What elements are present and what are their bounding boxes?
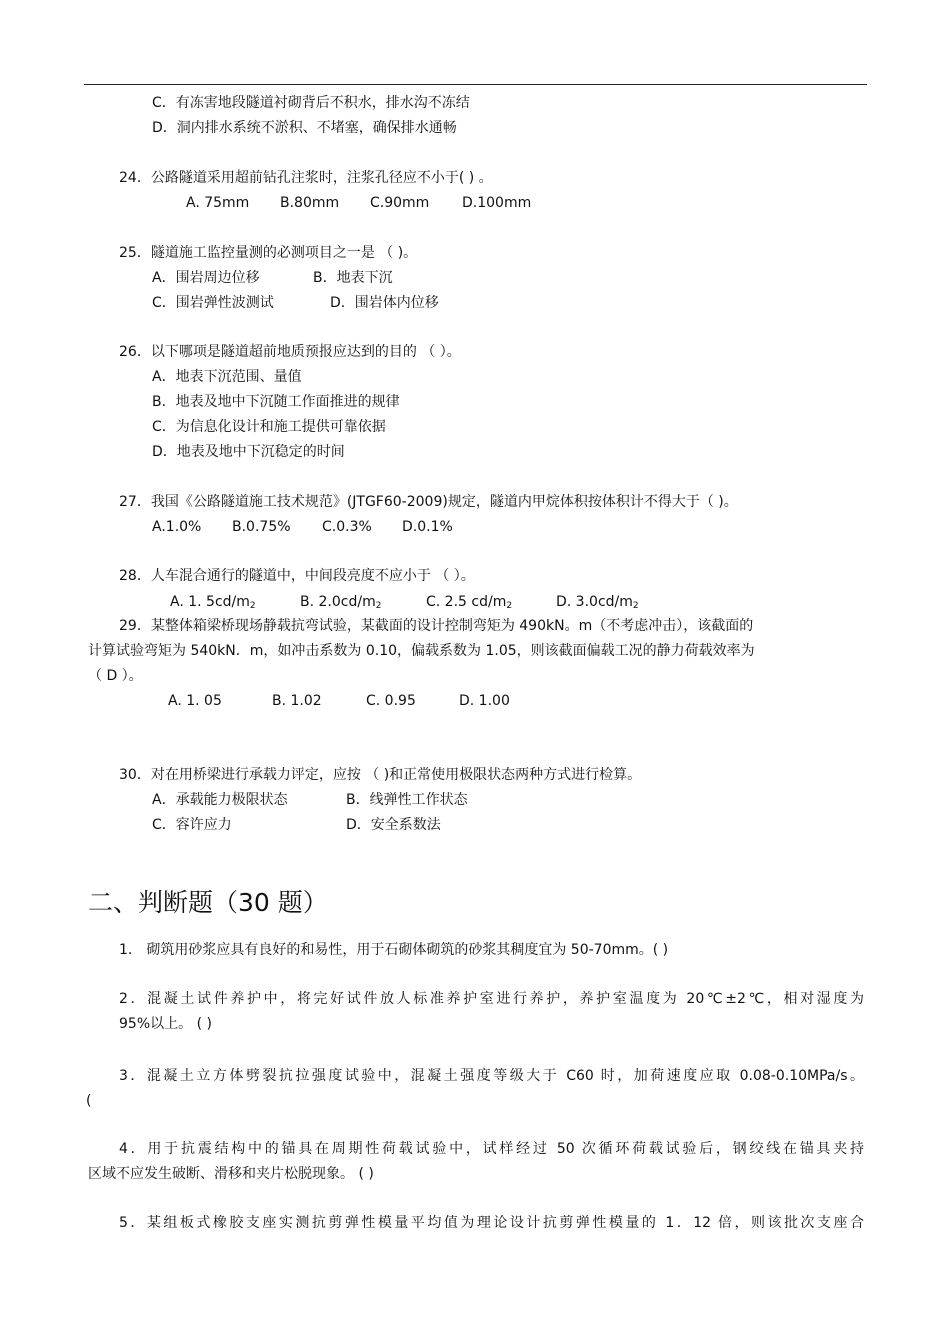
q26-option-a: A．地表下沉范围、量值	[152, 369, 302, 385]
q28-option-b: B. $2.0cd/m_2$	[300, 594, 382, 611]
section-heading-true-false: 二、判断题（30 题）	[88, 888, 328, 917]
question-29-line-3: （ D ）。	[88, 668, 143, 684]
q29-option-d: D. 1.00	[459, 693, 510, 709]
q28-option-c: C. 2.5 $cd/m_2$	[426, 594, 513, 611]
question-26-stem: 26．以下哪项是隧道超前地质预报应达到的目的 （ ）。	[119, 344, 461, 360]
tf-question-4-line-1: 4．用于抗震结构中的锚具在周期性荷载试验中，试样经过 50 次循环荷载试验后，钢绞线在锚具夹持	[119, 1141, 864, 1157]
q27-option-a: A.1.0%	[152, 519, 202, 535]
q29-option-b: B. 1.02	[272, 693, 322, 709]
question-29-line-1: 29．某整体箱梁桥现场静载抗弯试验，某截面的设计控制弯矩为 490kN。m（不考虑冲击），该截面的	[119, 618, 754, 634]
q25-option-c: C．围岩弹性波测试	[152, 295, 274, 311]
q30-option-b: B．线弹性工作状态	[346, 792, 468, 808]
q25-option-a: A．围岩周边位移	[152, 270, 260, 286]
tf-question-2-line-2: 95%以上。 ( )	[119, 1016, 212, 1032]
option-d-continued: D．洞内排水系统不淤积、不堵塞，确保排水通畅	[152, 120, 457, 136]
q26-option-b: B．地表及地中下沉随工作面推进的规律	[152, 394, 400, 410]
q25-option-b: B．地表下沉	[313, 270, 393, 286]
q24-option-a: A. 75mm	[186, 195, 250, 211]
question-24-stem: 24．公路隧道采用超前钻孔注浆时，注浆孔径应不小于( ) 。	[119, 170, 493, 186]
question-30-stem: 30．对在用桥梁进行承载力评定，应按 （ )和正常使用极限状态两种方式进行检算。	[119, 767, 642, 783]
q30-option-d: D．安全系数法	[346, 817, 441, 833]
header-rule	[84, 84, 867, 85]
question-28-stem: 28．人车混合通行的隧道中，中间段亮度不应小于 （ ）。	[119, 568, 475, 584]
q26-option-c: C．为信息化设计和施工提供可靠依据	[152, 419, 386, 435]
q24-option-b: B.80mm	[280, 195, 340, 211]
tf-question-3-line-1: 3．混凝土立方体劈裂抗拉强度试验中，混凝土强度等级大于 C60 时，加荷速度应取 0.08-0.10MPa/s。	[119, 1068, 864, 1084]
q28-option-a: A. 1. $5cd/m_2$	[170, 594, 256, 611]
q27-option-c: C.0.3%	[322, 519, 372, 535]
q26-option-d: D．地表及地中下沉稳定的时间	[152, 444, 345, 460]
q29-option-c: C. 0.95	[366, 693, 416, 709]
q24-option-c: C.90mm	[370, 195, 430, 211]
tf-question-1: 1． 砌筑用砂浆应具有良好的和易性，用于石砌体砌筑的砂浆其稠度宜为 50-70mm。( )	[119, 942, 669, 958]
q24-option-d: D.100mm	[462, 195, 532, 211]
question-27-stem: 27．我国《公路隧道施工技术规范》(JTGF60-2009)规定，隧道内甲烷体积按体积计不得大于（ )。	[119, 494, 738, 510]
q27-option-d: D.0.1%	[402, 519, 453, 535]
tf-question-3-line-2: (	[86, 1093, 92, 1109]
question-29-line-2: 计算试验弯矩为 540kN．m，如冲击系数为 0.10，偏载系数为 1.05，则该截面偏载工况的静力荷载效率为	[88, 643, 755, 659]
tf-question-4-line-2: 区域不应发生破断、滑移和夹片松脱现象。 ( )	[88, 1166, 374, 1182]
tf-question-5-line-1: 5．某组板式橡胶支座实测抗剪弹性模量平均值为理论设计抗剪弹性模量的 1．12 倍，则该批次支座合	[119, 1215, 864, 1231]
option-c-continued: C．有冻害地段隧道衬砌背后不积水，排水沟不冻结	[152, 95, 470, 111]
q30-option-c: C．容许应力	[152, 817, 232, 833]
q28-option-d: D. $3.0cd/m_2$	[556, 594, 639, 611]
question-25-stem: 25．隧道施工监控量测的必测项目之一是 （ )。	[119, 245, 418, 261]
tf-question-2-line-1: 2．混凝土试件养护中，将完好试件放人标准养护室进行养护，养护室温度为 20℃±2℃，相对湿度为	[119, 991, 864, 1007]
q27-option-b: B.0.75%	[232, 519, 291, 535]
q25-option-d: D．围岩体内位移	[330, 295, 439, 311]
q29-option-a: A. 1. 05	[168, 693, 222, 709]
q30-option-a: A．承载能力极限状态	[152, 792, 288, 808]
